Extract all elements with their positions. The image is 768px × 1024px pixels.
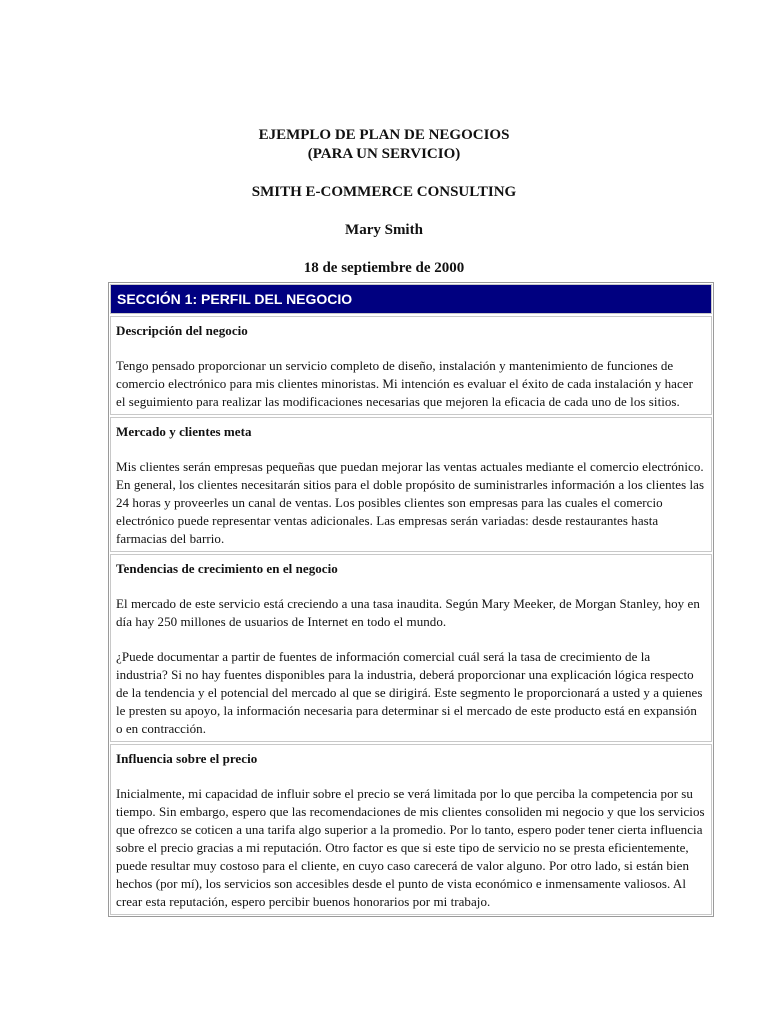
header-spacer: [0, 164, 768, 183]
document-header: [0, 126, 768, 278]
block-paragraph: El mercado de este servicio está creciendo a una tasa inaudita. Según Mary Meeker, de Morgan Stanley, hoy en día hay 250 millones de usuarios de Internet en todo el mundo.: [116, 596, 700, 629]
business-description-cell: [110, 316, 712, 415]
document-date: 18 de septiembre de 2000: [303, 260, 465, 276]
document-title-line-2: (PARA UN SERVICIO): [307, 146, 461, 162]
business-profile-table: [108, 282, 714, 917]
growth-trends-cell: [110, 554, 712, 742]
block-heading: Influencia sobre el precio: [116, 751, 258, 766]
company-name: SMITH E-COMMERCE CONSULTING: [251, 184, 517, 200]
author-name: Mary Smith: [345, 222, 423, 238]
target-market-cell: [110, 417, 712, 552]
block-paragraph: Tengo pensado proporcionar un servicio completo de diseño, instalación y mantenimiento de funciones de comercio electrónico para mis clientes minoristas. Mi intención es evaluar el éxito de cada instalación y hacer el seguimiento para realizar las modificaciones necesarias que mejoren la eficacia de cada uno de los sitios.: [116, 358, 693, 409]
section-title: SECCIÓN 1: PERFIL DEL NEGOCIO: [110, 284, 712, 314]
block-heading: Tendencias de crecimiento en el negocio: [116, 561, 338, 576]
block-paragraph: Mis clientes serán empresas pequeñas que puedan mejorar las ventas actuales mediante el comercio electrónico. En general, los clientes necesitarán sitios para el doble propósito de suministrarles información a los clientes las 24 horas y proveerles un canal de ventas. Los posibles clientes son empresas para las cuales el comercio electrónico puede representar ventas adicionales. Las empresas serán variadas: desde restaurantes hasta farmacias del barrio.: [116, 459, 705, 546]
block-paragraph: ¿Puede documentar a partir de fuentes de información comercial cuál será la tasa de crecimiento de la industria? Si no hay fuentes disponibles para la industria, deberá proporcionar una explicación lógica respecto de la tendencia y el potencial del mercado al que se dirigirá. Este segmento le proporcionará a usted y a quienes le presten su apoyo, la información necesaria para determinar si el mercado de este producto está en expansión o en contracción.: [116, 649, 703, 736]
header-spacer: [0, 240, 768, 259]
header-spacer: [0, 202, 768, 221]
price-influence-cell: [110, 744, 712, 915]
block-heading: Mercado y clientes meta: [116, 424, 252, 439]
block-paragraph: Inicialmente, mi capacidad de influir sobre el precio se verá limitada por lo que perciba la competencia por su tiempo. Sin embargo, espero que las recomendaciones de mis clientes consoliden mi negocio y que los servicios que ofrezco se coticen a una tarifa algo superior a la promedio. Por lo tanto, espero poder tener cierta influencia sobre el precio gracias a mi reputación. Otro factor es que si este tipo de servicio no se presta eficientemente, puede resultar muy costoso para el cliente, en cuyo caso carecerá de valor alguno. Por otro lado, si están bien hechos (por mí), los servicios son accesibles desde el punto de vista económico e inmensamente valiosos. Al crear esta reputación, espero percibir buenos honorarios por mi trabajo.: [116, 786, 705, 909]
document-title-line-1: EJEMPLO DE PLAN DE NEGOCIOS: [258, 127, 510, 143]
block-heading: Descripción del negocio: [116, 323, 248, 338]
